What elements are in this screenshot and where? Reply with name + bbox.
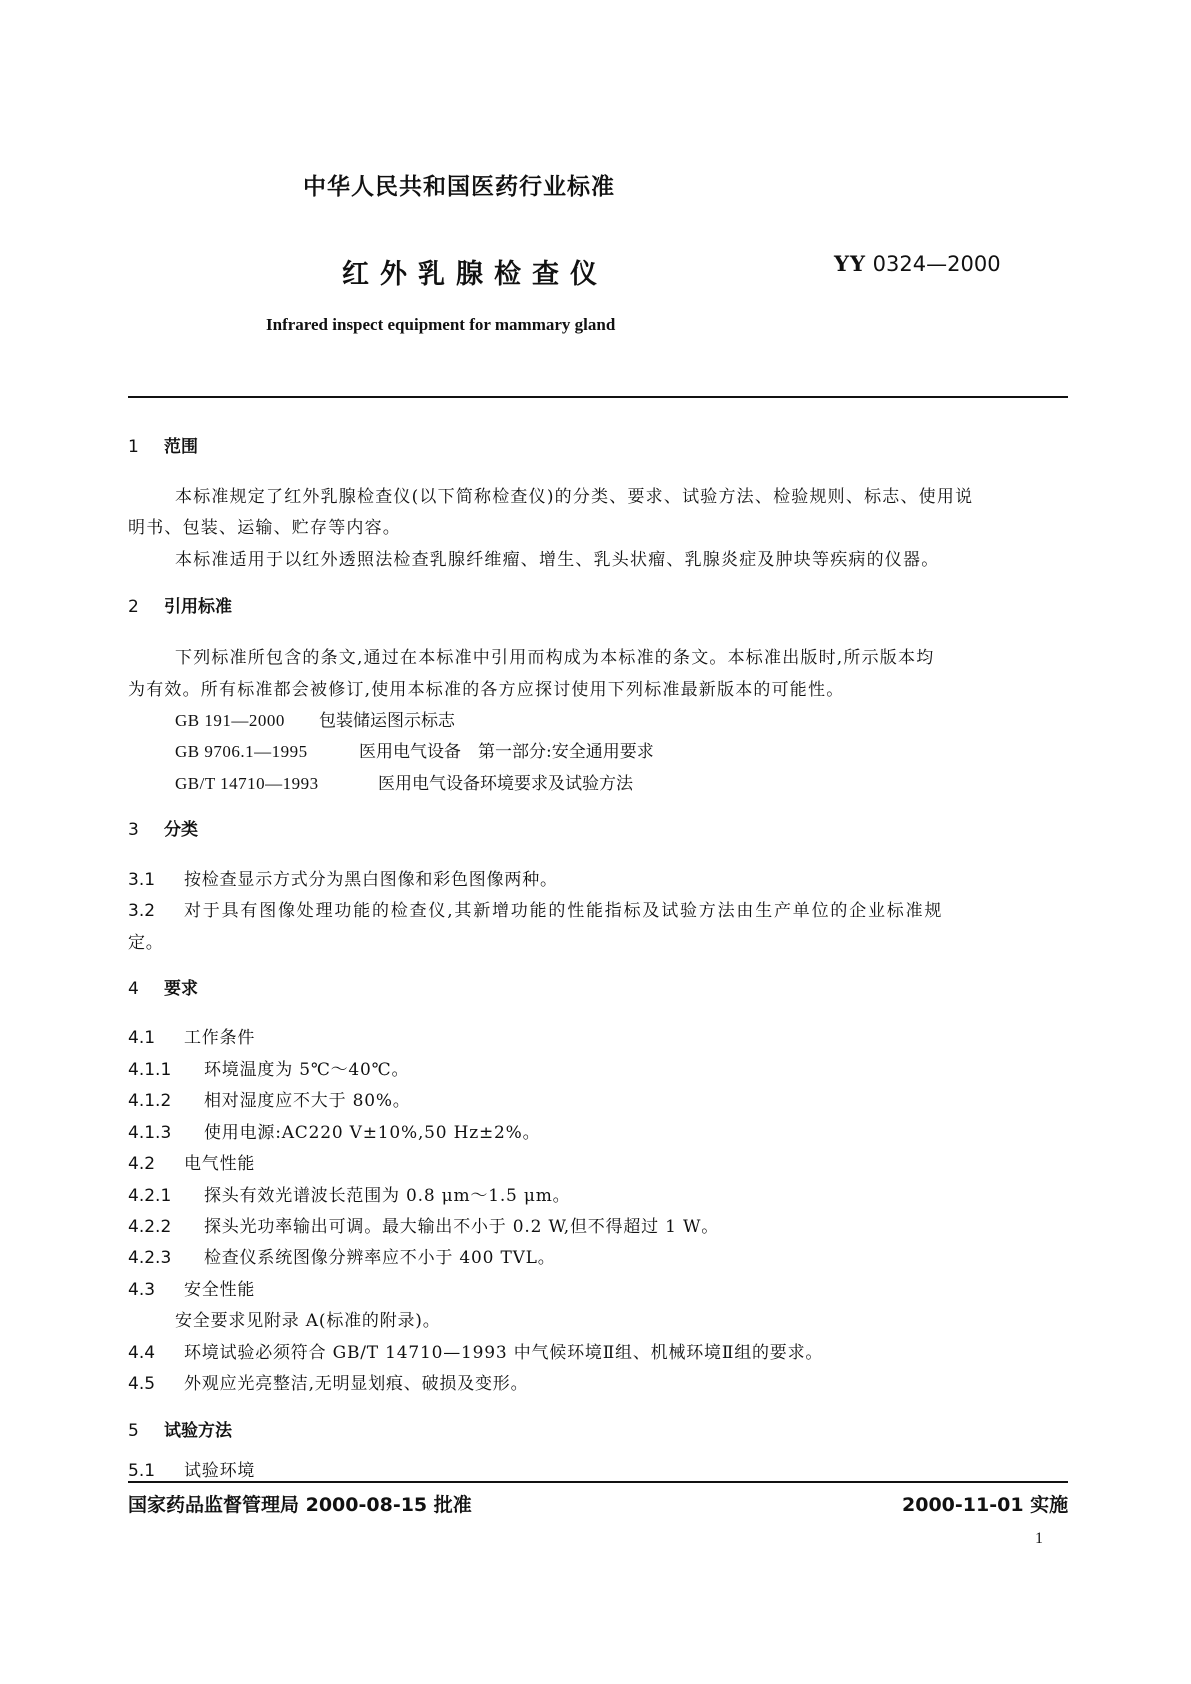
paragraph: 本标准适用于以红外透照法检查乳腺纤维瘤、增生、乳头状瘤、乳腺炎症及肿块等疾病的仪器。 bbox=[175, 550, 940, 570]
clause-number: 4.4 bbox=[128, 1343, 156, 1363]
reference-code: GB 9706.1—1995 bbox=[175, 742, 308, 761]
clause-text: 环境试验必须符合 GB/T 14710—1993 中气候环境Ⅱ组、机械环境Ⅱ组的要求。 bbox=[184, 1343, 824, 1363]
clause-text: 相对湿度应不大于 80%。 bbox=[204, 1091, 411, 1111]
section-4-heading bbox=[128, 974, 198, 999]
safety-note: 安全要求见附录 A(标准的附录)。 bbox=[175, 1311, 441, 1331]
clause-4-2 bbox=[128, 1149, 255, 1174]
clause-4-4 bbox=[128, 1338, 823, 1363]
clause-text: 检查仪系统图像分辨率应不小于 400 TVL。 bbox=[204, 1248, 556, 1268]
clause-text: 使用电源:AC220 V±10%,50 Hz±2%。 bbox=[204, 1123, 541, 1143]
clause-number: 5.1 bbox=[128, 1461, 156, 1481]
clause-text: 外观应光亮整洁,无明显划痕、破损及变形。 bbox=[184, 1374, 529, 1394]
clause-number: 3.2 bbox=[128, 901, 156, 921]
clause-4-3 bbox=[128, 1275, 255, 1300]
standard-prefix: YY bbox=[834, 251, 866, 276]
org-title: 中华人民共和国医药行业标准 bbox=[303, 174, 615, 200]
reference-code: GB 191—2000 bbox=[175, 711, 285, 730]
clause-number: 4.2.3 bbox=[128, 1248, 172, 1268]
paragraph: 下列标准所包含的条文,通过在本标准中引用而构成为本标准的条文。本标准出版时,所示版本均 bbox=[175, 648, 935, 668]
top-divider bbox=[128, 396, 1068, 398]
page-number: 1 bbox=[1035, 1530, 1043, 1547]
clause-text: 对于具有图像处理功能的检查仪,其新增功能的性能指标及试验方法由生产单位的企业标准规 bbox=[184, 901, 944, 921]
clause-number: 4.1.3 bbox=[128, 1123, 172, 1143]
section-number: 3 bbox=[128, 820, 139, 840]
clause-number: 4.2 bbox=[128, 1154, 156, 1174]
section-2-heading bbox=[128, 592, 232, 617]
clause-4-2-2 bbox=[128, 1212, 719, 1237]
paragraph: 为有效。所有标准都会被修订,使用本标准的各方应探讨使用下列标准最新版本的可能性。 bbox=[128, 680, 845, 700]
clause-4-1-1 bbox=[128, 1055, 409, 1080]
standard-number bbox=[834, 251, 1001, 276]
paragraph: 本标准规定了红外乳腺检查仪(以下简称检查仪)的分类、要求、试验方法、检验规则、标志、使用说 bbox=[175, 487, 974, 507]
section-3-heading bbox=[128, 815, 198, 840]
clause-4-2-1 bbox=[128, 1181, 570, 1206]
clause-text: 环境温度为 5℃～40℃。 bbox=[204, 1060, 410, 1080]
effective-date: 2000-11-01 实施 bbox=[902, 1494, 1069, 1516]
clause-number: 4.1.2 bbox=[128, 1091, 172, 1111]
section-title: 分类 bbox=[164, 820, 198, 840]
clause-text: 按检查显示方式分为黑白图像和彩色图像两种。 bbox=[184, 870, 558, 890]
reference-code: GB/T 14710—1993 bbox=[175, 774, 319, 793]
clause-3-1 bbox=[128, 865, 558, 890]
clause-text-continued: 定。 bbox=[128, 933, 164, 953]
clause-4-2-3 bbox=[128, 1243, 556, 1268]
clause-text: 探头光功率输出可调。最大输出不小于 0.2 W,但不得超过 1 W。 bbox=[204, 1217, 720, 1237]
clause-3-2 bbox=[128, 896, 943, 921]
clause-number: 4.3 bbox=[128, 1280, 156, 1300]
reference-title: 医用电气设备 第一部分:安全通用要求 bbox=[359, 742, 654, 762]
clause-4-1-3 bbox=[128, 1118, 540, 1143]
section-title: 试验方法 bbox=[164, 1421, 232, 1441]
clause-number: 4.2.1 bbox=[128, 1186, 172, 1206]
reference-item bbox=[175, 737, 654, 762]
section-5-heading bbox=[128, 1416, 232, 1441]
clause-number: 4.2.2 bbox=[128, 1217, 172, 1237]
clause-5-1 bbox=[128, 1456, 255, 1481]
section-title: 要求 bbox=[164, 979, 198, 999]
clause-number: 4.1 bbox=[128, 1028, 156, 1048]
clause-4-5 bbox=[128, 1369, 528, 1394]
clause-number: 4.5 bbox=[128, 1374, 156, 1394]
reference-title: 包装储运图示标志 bbox=[319, 711, 455, 731]
bottom-divider bbox=[128, 1481, 1068, 1483]
reference-title: 医用电气设备环境要求及试验方法 bbox=[378, 774, 633, 794]
clause-number: 4.1.1 bbox=[128, 1060, 172, 1080]
clause-text: 探头有效光谱波长范围为 0.8 μm～1.5 μm。 bbox=[204, 1186, 571, 1206]
reference-item bbox=[175, 706, 455, 731]
section-number: 2 bbox=[128, 597, 139, 617]
section-title: 范围 bbox=[164, 437, 198, 457]
doc-title: 红外乳腺检查仪 bbox=[342, 259, 608, 290]
clause-text: 工作条件 bbox=[184, 1028, 256, 1048]
clause-4-1-2 bbox=[128, 1086, 411, 1111]
section-1-heading bbox=[128, 432, 198, 457]
section-number: 1 bbox=[128, 437, 139, 457]
clause-number: 3.1 bbox=[128, 870, 156, 890]
approval-date: 国家药品监督管理局 2000-08-15 批准 bbox=[128, 1494, 472, 1516]
section-number: 4 bbox=[128, 979, 139, 999]
clause-4-1 bbox=[128, 1023, 255, 1048]
reference-item bbox=[175, 769, 633, 794]
paragraph: 明书、包装、运输、贮存等内容。 bbox=[128, 518, 401, 538]
clause-text: 电气性能 bbox=[184, 1154, 256, 1174]
standard-code: 0324—2000 bbox=[872, 252, 1001, 276]
clause-text: 安全性能 bbox=[184, 1280, 256, 1300]
section-title: 引用标准 bbox=[164, 597, 232, 617]
section-number: 5 bbox=[128, 1421, 139, 1441]
clause-text: 试验环境 bbox=[184, 1461, 256, 1481]
english-title: Infrared inspect equipment for mammary gland bbox=[266, 315, 616, 334]
